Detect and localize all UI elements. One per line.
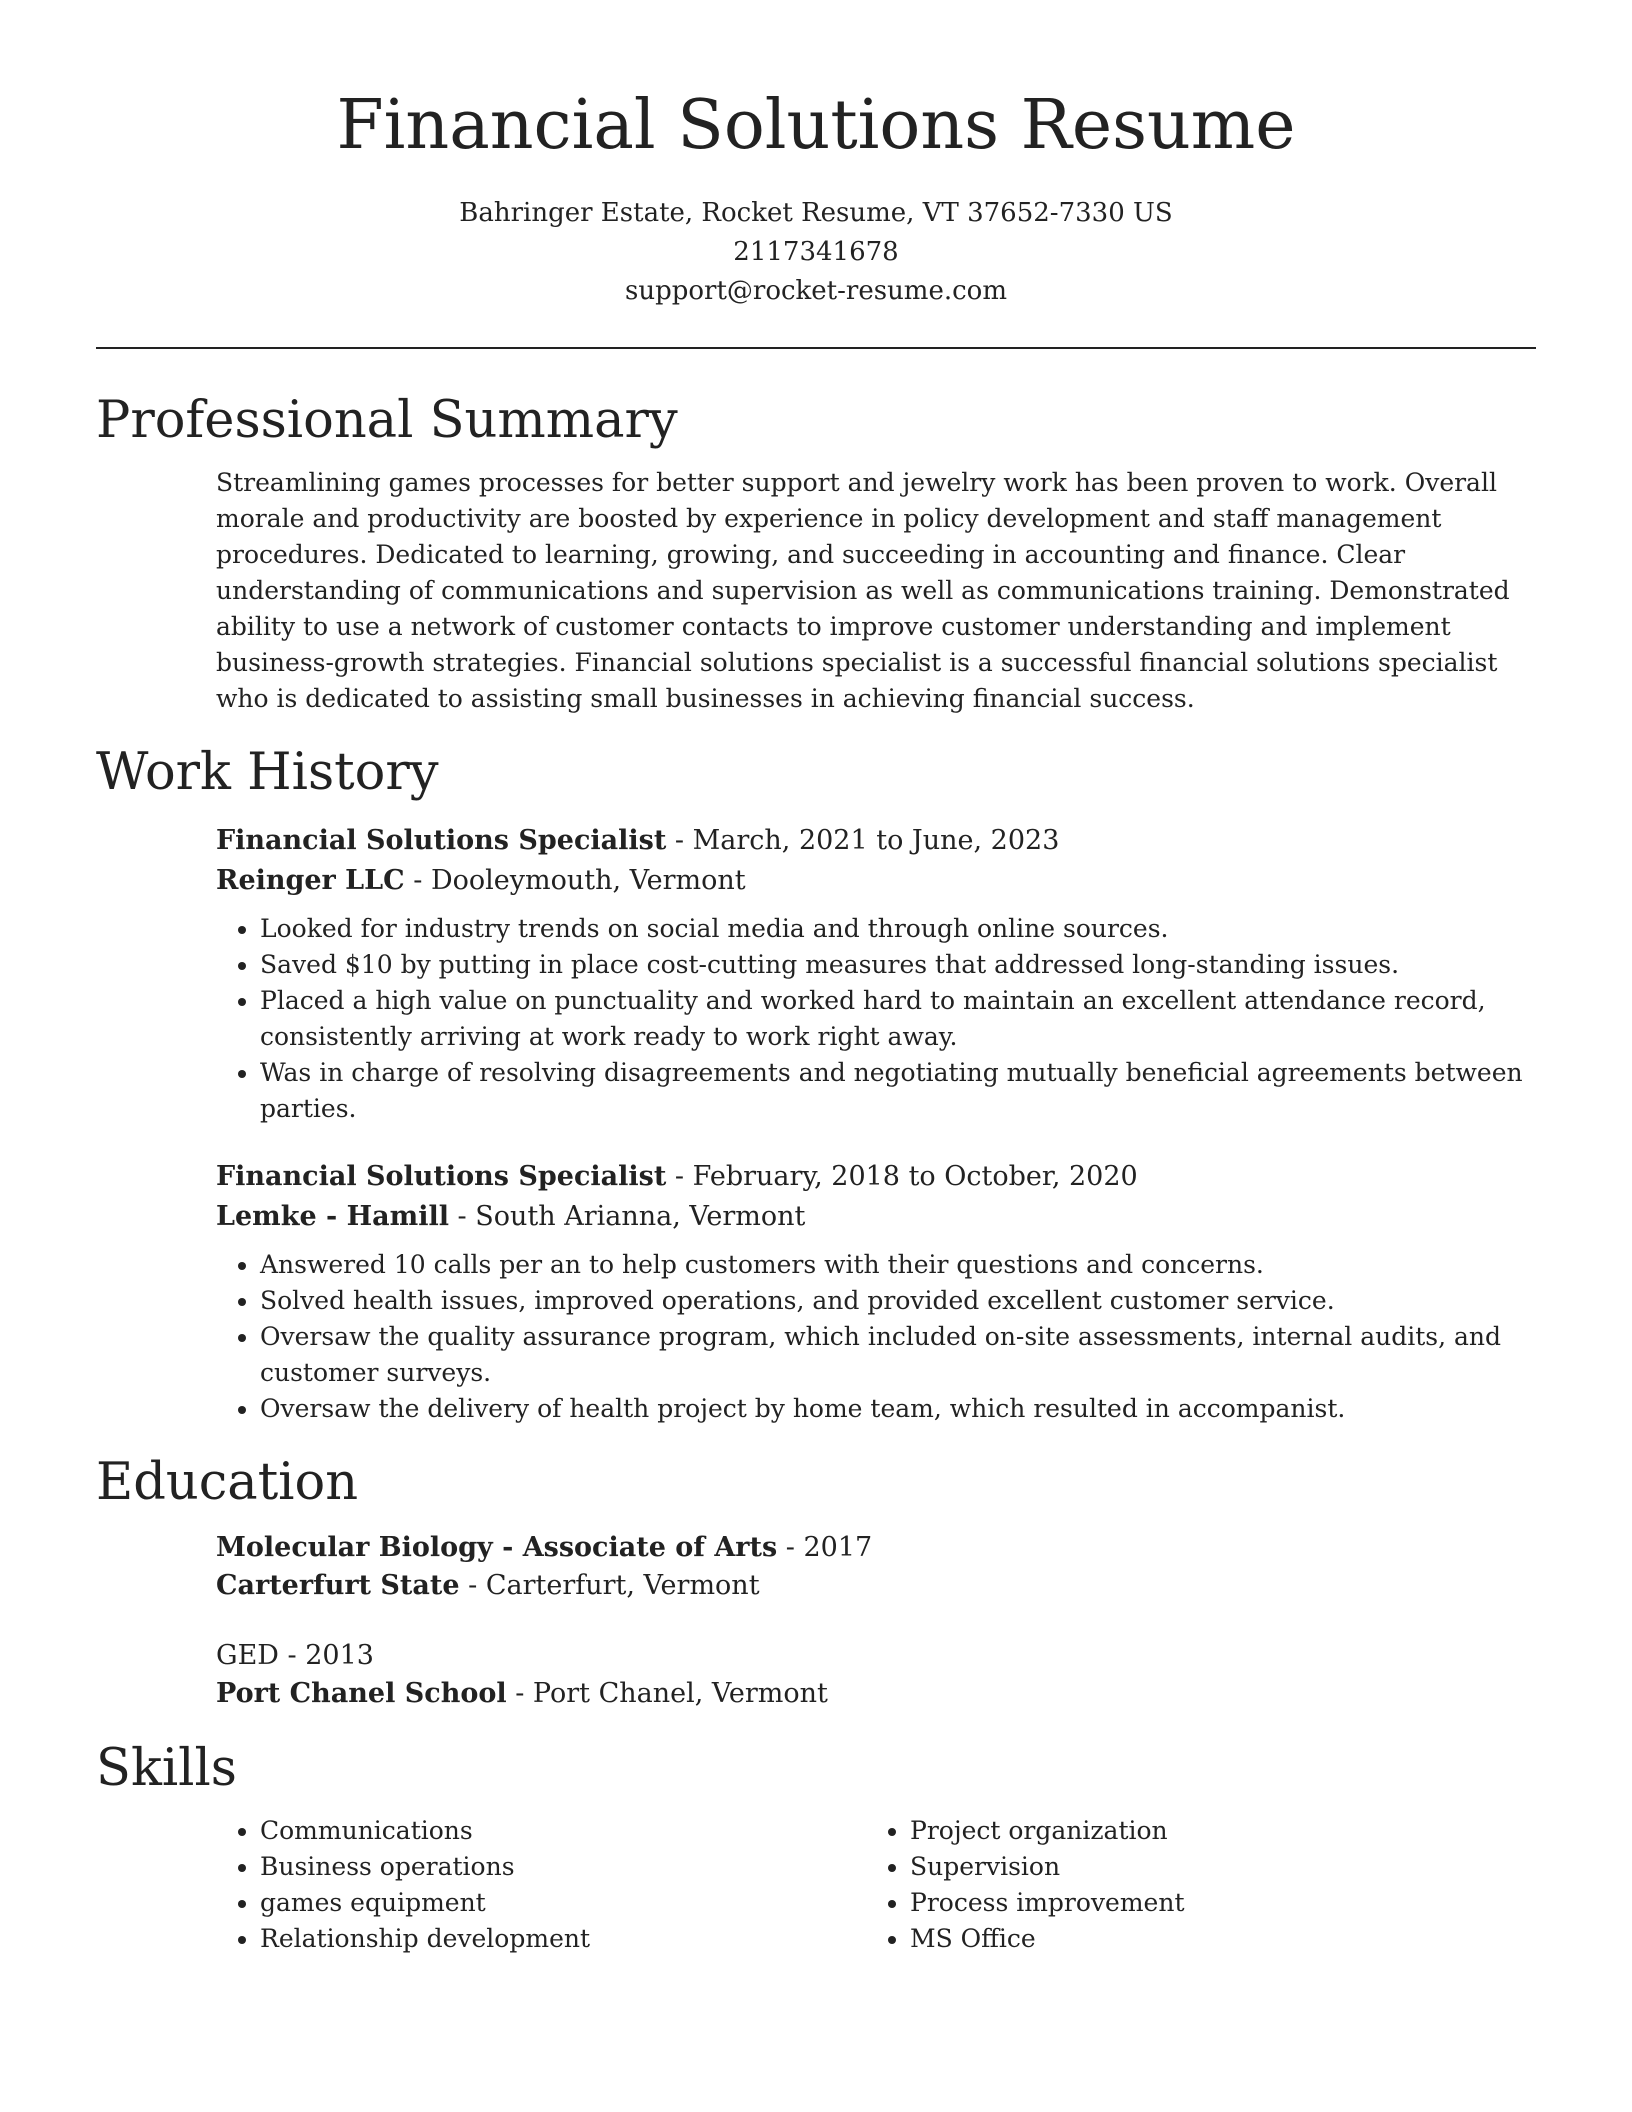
- job-entry: [216, 1157, 1536, 1427]
- job-position: Financial Solutions Specialist: [216, 825, 667, 856]
- education-year: - 2013: [278, 1640, 374, 1671]
- section-title-skills: Skills: [96, 1739, 237, 1798]
- summary-text: Streamlining games processes for better support and jewelry work has been proven to work. Overall morale and productivity are boosted by experience in policy development and staff management procedures. Dedicated to learning, growing, and succeeding in accounting and finance. Clear understanding of communications and supervision as well as communications training. Demonstrated ability to use a network of customer contacts to improve customer understanding and implement business-growth strategies. Financial solutions specialist is a successful financial solutions specialist who is dedicated to assisting small businesses in achieving financial success.: [216, 468, 1510, 713]
- job-company: Lemke - Hamill: [216, 1201, 449, 1232]
- job-entry: [216, 821, 1536, 1127]
- job-company-line: [216, 861, 1536, 901]
- education-degree-line: [216, 1529, 1536, 1567]
- education-degree-line: [216, 1637, 1536, 1675]
- education-school-line: [216, 1567, 1536, 1605]
- list-item: • Supervision: [910, 1849, 1516, 1885]
- job-location: - South Arianna, Vermont: [448, 1201, 806, 1232]
- education-school-line: [216, 1675, 1536, 1713]
- job-bullets: [216, 1247, 1536, 1427]
- list-item: • Communications: [260, 1813, 866, 1849]
- job-location: - Dooleymouth, Vermont: [404, 865, 746, 896]
- contact-block: [96, 194, 1536, 311]
- contact-phone: 2117341678: [733, 237, 899, 267]
- work-history-list: [216, 821, 1536, 1427]
- list-item: • Process improvement: [910, 1885, 1516, 1921]
- list-item: • Business operations: [260, 1849, 866, 1885]
- job-dates: - February, 2018 to October, 2020: [666, 1161, 1138, 1192]
- section-title-work-history: Work History: [96, 743, 439, 802]
- education-school: Carterfurt State: [216, 1570, 460, 1601]
- education-entry: [216, 1637, 1536, 1713]
- job-company: Reinger LLC: [216, 865, 405, 896]
- education-degree: Molecular Biology - Associate of Arts: [216, 1532, 778, 1563]
- job-company-line: [216, 1197, 1536, 1237]
- list-item: • MS Office: [910, 1921, 1516, 1957]
- job-bullets: [216, 911, 1536, 1127]
- list-item: • games equipment: [260, 1885, 866, 1921]
- education-list: [216, 1529, 1536, 1713]
- skills-grid: [216, 1813, 1536, 1957]
- skills-column-right: [866, 1813, 1516, 1957]
- list-item: • Solved health issues, improved operations, and provided excellent customer service.: [260, 1283, 1536, 1319]
- education-location: - Port Chanel, Vermont: [506, 1678, 828, 1709]
- list-item: • Answered 10 calls per an to help customers with their questions and concerns.: [260, 1247, 1536, 1283]
- list-item: • Was in charge of resolving disagreements and negotiating mutually beneficial agreements between parties.: [260, 1055, 1536, 1127]
- list-item: • Looked for industry trends on social media and through online sources.: [260, 911, 1536, 947]
- resume-header: [96, 0, 1536, 311]
- job-title-line: [216, 821, 1536, 861]
- job-dates: - March, 2021 to June, 2023: [666, 825, 1060, 856]
- list-item: • Project organization: [910, 1813, 1516, 1849]
- list-item: • Relationship development: [260, 1921, 866, 1957]
- list-item: • Saved $10 by putting in place cost-cutting measures that addressed long-standing issues.: [260, 947, 1536, 983]
- education-degree: GED: [216, 1640, 279, 1671]
- education-school: Port Chanel School: [216, 1678, 507, 1709]
- contact-address: Bahringer Estate, Rocket Resume, VT 37652-7330 US: [459, 198, 1173, 228]
- job-title-line: [216, 1157, 1536, 1197]
- education-location: - Carterfurt, Vermont: [459, 1570, 760, 1601]
- education-year: - 2017: [777, 1532, 873, 1563]
- skills-column-left: [216, 1813, 866, 1957]
- section-title-education: Education: [96, 1453, 359, 1512]
- resume-title: Financial Solutions Resume: [336, 86, 1296, 165]
- job-position: Financial Solutions Specialist: [216, 1161, 667, 1192]
- education-entry: [216, 1529, 1536, 1605]
- list-item: • Oversaw the delivery of health project by home team, which resulted in accompanist.: [260, 1391, 1536, 1427]
- section-title-summary: Professional Summary: [96, 391, 678, 450]
- header-divider: [96, 347, 1536, 349]
- list-item: • Oversaw the quality assurance program, which included on-site assessments, internal audits, and customer surveys.: [260, 1319, 1536, 1391]
- resume-page: [96, 0, 1536, 1957]
- contact-email: support@rocket-resume.com: [624, 276, 1007, 306]
- list-item: • Placed a high value on punctuality and worked hard to maintain an excellent attendance record, consistently arriving at work ready to work right away.: [260, 983, 1536, 1055]
